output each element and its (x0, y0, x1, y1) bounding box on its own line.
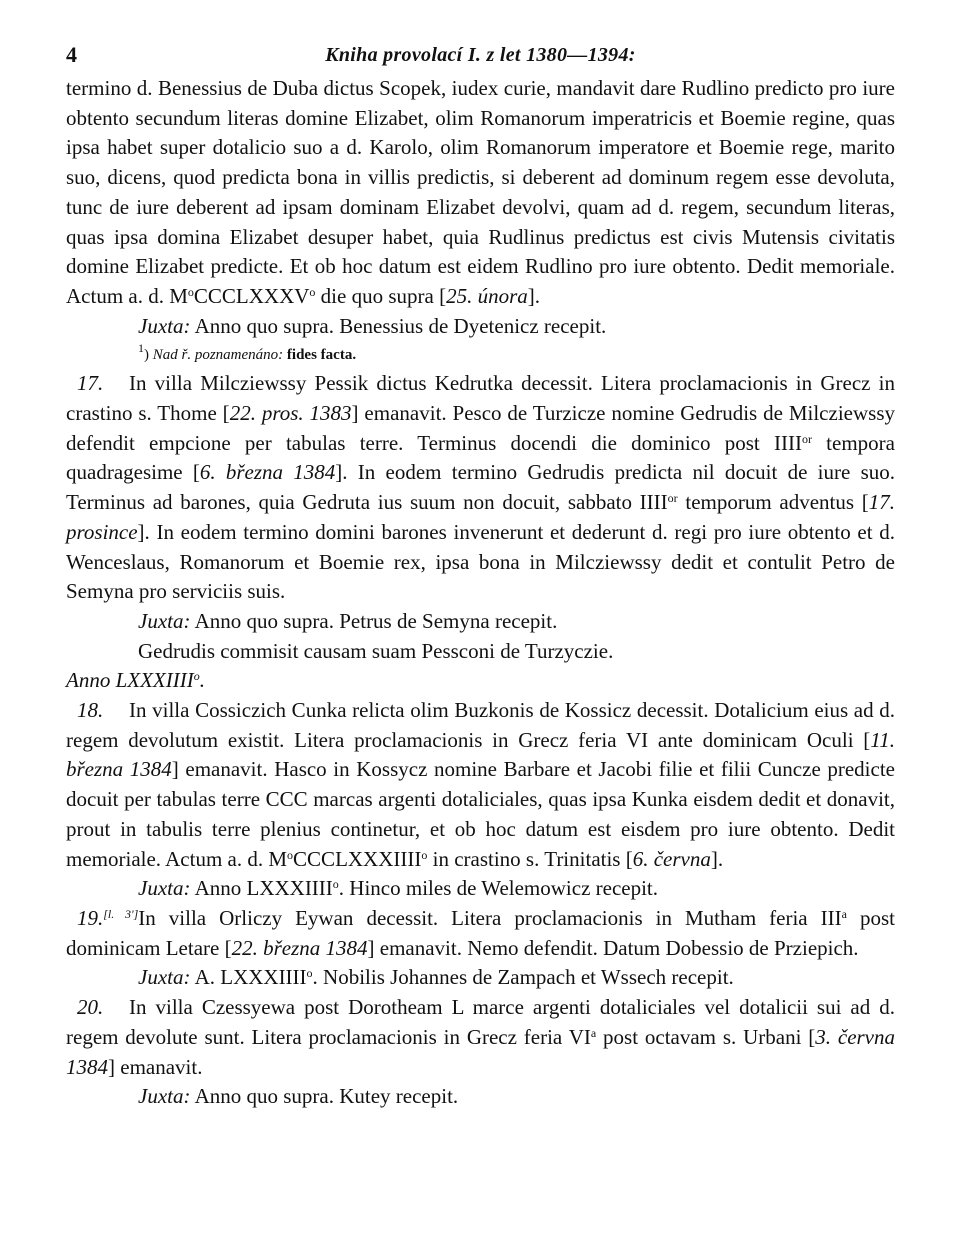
text-span: post octavam s. Urbani [ (596, 1024, 816, 1049)
text-span: CCCLXXXIIII (293, 846, 422, 871)
superscript: a (841, 906, 847, 921)
folio-reference: [l. 3'] (103, 906, 139, 921)
superscript: a (590, 1025, 597, 1040)
text-span: Juxta: (138, 876, 191, 901)
text-span: ] emanavit. Pesco de Turzicze nomine Gedrudis de Milcziewssy defendit empcione per tabulas terre. Terminus docendi die dominico post IIII (66, 401, 895, 455)
paragraph-continuation (66, 74, 895, 312)
text-span: fides facta. (286, 347, 357, 364)
superscript: or (801, 431, 812, 446)
text-span: tempora quadragesime [ (66, 430, 895, 485)
text-span: Juxta: (138, 608, 191, 633)
text-span: 6. března 1384 (199, 460, 336, 485)
text-span: 6. června (632, 846, 711, 871)
text-span: A. LXXXIIII (194, 965, 307, 990)
text-span: in crastino s. Trinitatis [ (427, 846, 633, 871)
juxta-note (66, 312, 895, 342)
superscript: o (306, 966, 313, 981)
document-body (66, 74, 895, 1112)
text-span: Juxta: (138, 1084, 191, 1109)
text-span: In villa Czessyewa post Dorotheam L marce argenti dotaliciales vel dotalicii sui ad d. regem devolute sunt. Litera proclamacionis in Grecz feria VI (66, 995, 895, 1049)
text-span: 17. prosince (66, 490, 895, 544)
note-line: Gedrudis commisit causam suam Pessconi de Turzyczie. (138, 638, 614, 663)
text-span: In villa Milcziewssy Pessik dictus Kedrutka decessit. Litera proclamacionis in Grecz in crastino s. Thome [ (66, 371, 895, 426)
entry-number: 17. (77, 371, 104, 396)
text-span: Juxta: (138, 965, 191, 990)
year-heading (66, 666, 895, 696)
entry-number: 20. (77, 995, 104, 1020)
text-span: 22. března 1384 (231, 935, 368, 960)
text-span: ]. (527, 283, 540, 308)
juxta-note (66, 874, 895, 904)
text-span: . (199, 668, 205, 693)
document-page (66, 40, 895, 1112)
text-span: Nad ř. poznamenáno: (152, 347, 284, 364)
text-span: . Nobilis Johannes de Zampach et Wssech recepit. (312, 965, 734, 990)
text-span: . Hinco miles de Welemowicz recepit. (338, 876, 659, 901)
text-span: 3. června 1384 (66, 1024, 896, 1079)
page-header (66, 40, 895, 74)
text-span: In villa Cossiczich Cunka relicta olim Buzkonis de Kossicz decessit. Dotalicium eius ad d. regem devolutum existit. Litera proclamacionis in Grecz feria VI ante dominicam Oculi [ (66, 698, 895, 752)
text-span: 22. pros. 1383 (229, 401, 352, 426)
text-span: In villa Orliczy Eywan decessit. Litera proclamacionis in Mutham feria III (138, 905, 842, 930)
text-span: Juxta: (138, 313, 191, 338)
superscript: o (309, 284, 316, 299)
text-span: temporum adventus [ (677, 490, 869, 515)
entry-17 (66, 369, 895, 607)
text-span: 11. března 1384 (66, 727, 895, 782)
text-span: Anno LXXXIIII (66, 668, 194, 693)
text-span: Anno quo supra. Petrus de Semyna recepit. (194, 608, 558, 633)
running-title: Kniha provolací I. z let 1380—1394: (325, 44, 636, 66)
text-span: die quo supra [ (315, 283, 447, 308)
entry-18 (66, 696, 895, 874)
superscript: o (187, 284, 194, 299)
text-span: Anno quo supra. Kutey recepit. (194, 1084, 459, 1109)
entry-number: 19. (77, 905, 104, 930)
entry-20 (66, 993, 895, 1082)
superscript: 1 (138, 341, 144, 356)
juxta-note (66, 963, 895, 993)
text-span: post dominicam Letare [ (66, 905, 895, 960)
juxta-note (66, 1082, 895, 1112)
text-span: ] emanavit. Nemo defendit. Datum Dobessio de Prziepich. (367, 935, 859, 960)
entry-number: 18. (77, 698, 104, 723)
superscript: o (332, 877, 339, 892)
superscript: o (287, 847, 294, 862)
text-span: ] emanavit. (108, 1054, 203, 1079)
text-span: CCCLXXXV (193, 283, 310, 308)
date-note: 25. února (446, 283, 528, 308)
text-span: Anno quo supra. Benessius de Dyetenicz recepit. (194, 313, 607, 338)
text-span: ] emanavit. Hasco in Kossycz nomine Barbare et Jacobi filie et filii Cuncze predicte docuit per tabulas terre CCC marcas argenti dotaliciales, quas ipsa Kunka eisdem dedit et donavit, prout in tabulis terre plenius continetur, et ob hoc datum est eisdem pro iure obtento. Dedit memoriale. Actum a. d. M (66, 757, 895, 871)
text-span: ]. In eodem termino Gedrudis predicta nil docuit de iure suo. Terminus ad barones, quia Gedruta ius suum non docuit, sabbato IIII (66, 460, 895, 515)
entry-19 (66, 904, 895, 963)
superscript: o (193, 669, 200, 684)
text-span: ]. (710, 846, 724, 871)
juxta-note (66, 607, 895, 637)
text-span: ]. In eodem termino domini barones invenerunt et dederunt d. regi pro iure obtento et d. Wenceslaus, Romanorum et Boemie rex, ipsa bona in Milcziewssy dedit et contulit Petro de Semyna pro serviciis suis. (66, 519, 895, 604)
footnote: $^1$) Nad ř. poznamenáno: fides facta. (138, 341, 357, 364)
superscript: or (667, 491, 678, 506)
text-span: Anno LXXXIIII (194, 876, 333, 901)
superscript: o (421, 847, 428, 862)
text-span: termino d. Benessius de Duba dictus Scopek, iudex curie, mandavit dare Rudlino predicto pro iure obtento secundum literas domine Elizabet, olim Romanorum imperatricis et Boemie regine, quas ipsa habet super dotalicio suo a d. Karolo, olim Romanorum imperatore et Boemie rege, marito suo, dicens, quod predicta bona in villis predictis, si deberent ad dominum regem esse devoluta, tunc de iure deberent ad ipsam dominam Elizabet devolvi, quam ad d. regem, secundum literas, quas ipsa domina Elizabet desuper habet, quia Rudlinus predictus est civis Mutensis civitatis domine Elizabet predicte. Et ob hoc datum est eidem Rudlino pro iure obtento. Dedit memoriale. Actum a. d. M (66, 76, 895, 308)
page-number: 4 (66, 42, 77, 67)
